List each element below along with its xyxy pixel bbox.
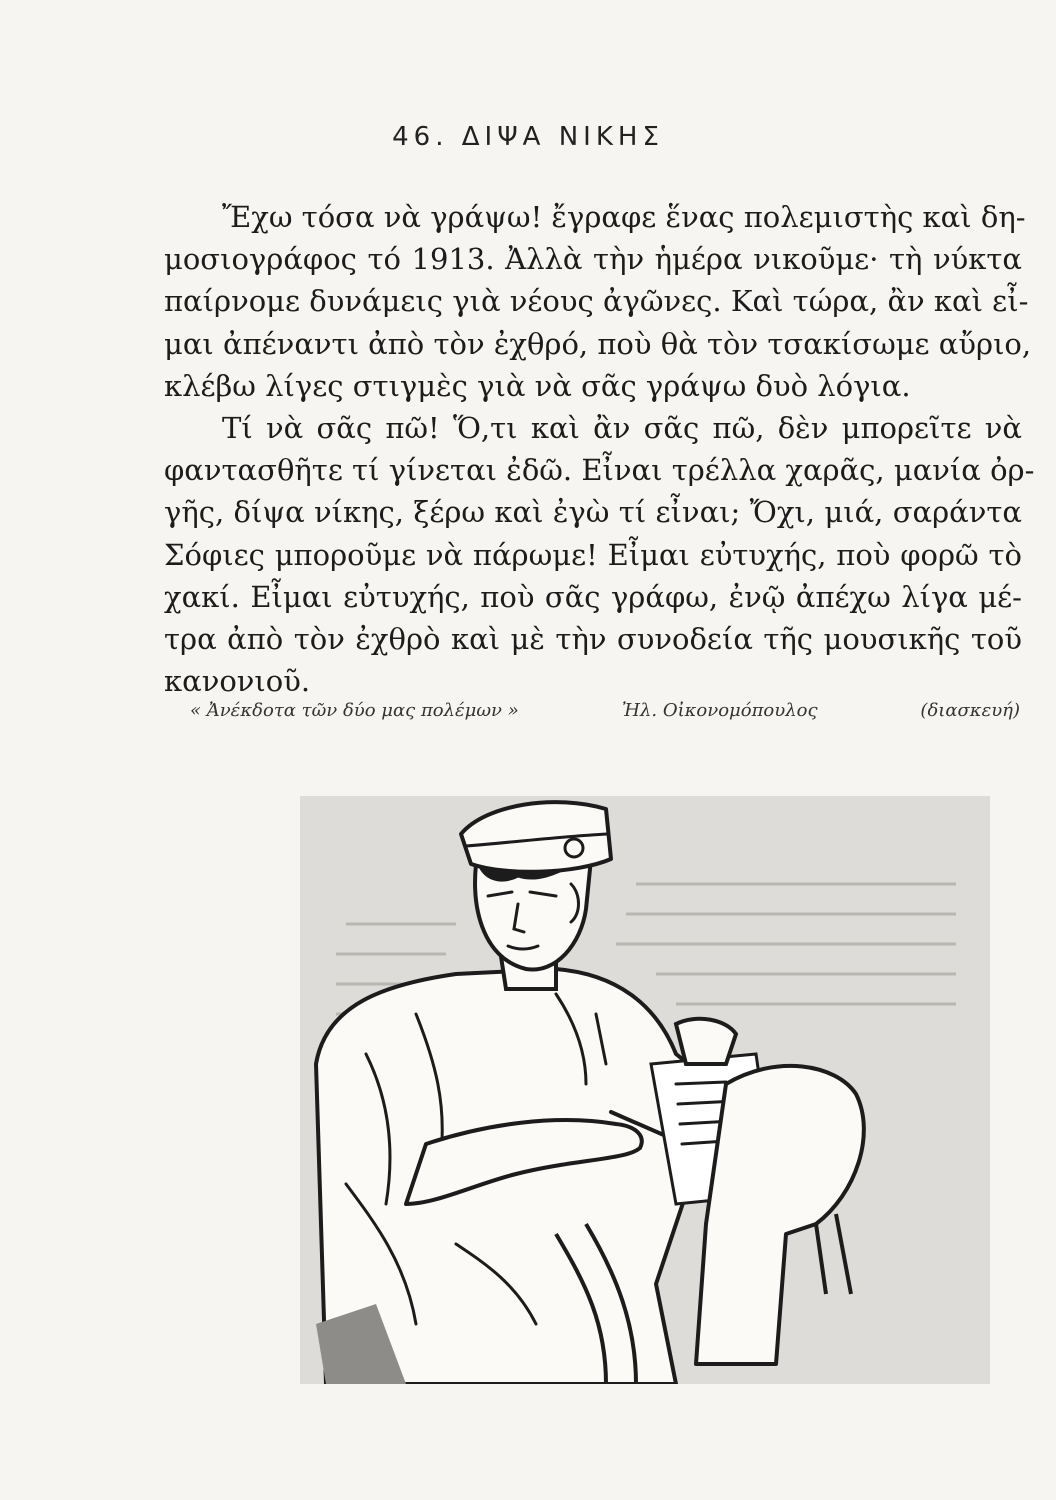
chapter-heading bbox=[0, 122, 1056, 152]
text-line: μαι ἀπέναντι ἀπὸ τὸν ἐχθρό, ποὺ θὰ τὸν τσακίσωμε αὔριο, bbox=[164, 326, 1032, 361]
source-note: (διασκευή) bbox=[920, 700, 1020, 721]
chapter-number: 46. bbox=[392, 122, 449, 152]
letter-text bbox=[164, 196, 1035, 702]
text-line: παίρνομε δυνάμεις γιὰ νέους ἀγῶνες. Καὶ τώρα, ἂν καὶ εἶ- bbox=[164, 284, 1029, 319]
text-line: Σόφιες μποροῦμε νὰ πάρωμε! Εἶμαι εὐτυχής, ποὺ φορῶ τὸ bbox=[164, 537, 1022, 572]
text-line: Ἔχω τόσα νὰ γράψω! ἔγραφε ἕνας πολεμιστὴς καὶ δη- bbox=[222, 200, 1026, 234]
text-line: τρα ἀπὸ τὸν ἐχθρὸ καὶ μὲ τὴν συνοδεία τῆς μουσικῆς τοῦ bbox=[164, 622, 1022, 657]
text-line: κανονιοῦ. bbox=[164, 664, 311, 699]
text-line: γῆς, δίψα νίκης, ξέρω καὶ ἐγὼ τί εἶναι; Ὄχι, μιά, σαράντα bbox=[164, 495, 1022, 530]
source-author: Ἠλ. Οἰκονομόπουλος bbox=[622, 700, 818, 721]
text-line: χακί. Εἶμαι εὐτυχής, ποὺ σᾶς γράφω, ἐνῷ ἀπέχω λίγα μέ- bbox=[164, 579, 1022, 614]
text-line: μοσιογράφος τό 1913. Ἀλλὰ τὴν ἡμέρα νικοῦμε· τὴ νύκτα bbox=[164, 242, 1022, 277]
source-work: « Ἀνέκδοτα τῶν δύο μας πολέμων » bbox=[190, 700, 519, 721]
text-line: φαντασθῆτε τί γίνεται ἐδῶ. Εἶναι τρέλλα χαρᾶς, μανία ὀρ- bbox=[164, 453, 1035, 488]
chapter-title: ΔΙΨΑ ΝΙΚΗΣ bbox=[461, 122, 664, 152]
text-line: κλέβω λίγες στιγμὲς γιὰ νὰ σᾶς γράψω δυὸ λόγια. bbox=[164, 368, 911, 403]
soldier-writing-letter-icon bbox=[256, 764, 1016, 1384]
text-line: Τί νὰ σᾶς πῶ! Ὅ,τι καὶ ἂν σᾶς πῶ, δὲν μπορεῖτε νὰ bbox=[222, 411, 1022, 446]
